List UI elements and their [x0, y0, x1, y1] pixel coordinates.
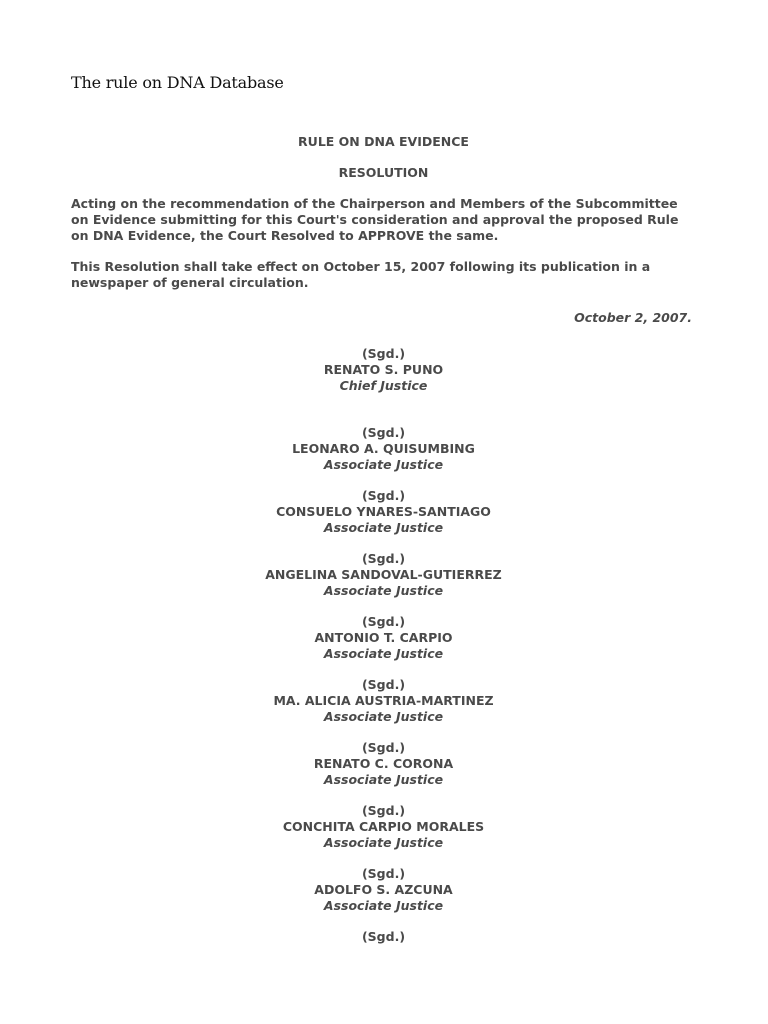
signatory-name: RENATO S. PUNO — [323, 362, 444, 377]
signatory-title: Associate Justice — [323, 835, 444, 850]
signatory-block — [71, 425, 696, 473]
signature-mark: (Sgd.) — [361, 677, 406, 692]
signatory-block — [71, 929, 696, 945]
signatory-name: MA. ALICIA AUSTRIA-MARTINEZ — [273, 693, 494, 708]
resolution-date: October 2, 2007. — [574, 310, 692, 325]
signatory-block — [71, 488, 696, 536]
signatory-block — [71, 803, 696, 851]
signatory-title: Associate Justice — [323, 457, 444, 472]
signatory-block — [71, 740, 696, 788]
signatory-title: Associate Justice — [323, 520, 444, 535]
signature-mark: (Sgd.) — [361, 929, 406, 944]
signatory-title: Chief Justice — [339, 378, 428, 393]
resolution-heading: RESOLUTION — [338, 165, 429, 180]
signatory-name: CONCHITA CARPIO MORALES — [282, 819, 485, 834]
paragraph-effectivity: This Resolution shall take effect on October 15, 2007 following its publication in a newspaper of general circulation. — [71, 259, 651, 290]
signature-mark: (Sgd.) — [361, 425, 406, 440]
signatory-block — [71, 866, 696, 914]
signatory-name: ANTONIO T. CARPIO — [314, 630, 453, 645]
signatory-name: ANGELINA SANDOVAL-GUTIERREZ — [265, 567, 502, 582]
signature-mark: (Sgd.) — [361, 551, 406, 566]
signatory-name: RENATO C. CORONA — [313, 756, 454, 771]
signatory-block — [71, 346, 696, 394]
signatory-title: Associate Justice — [323, 709, 444, 724]
signatory-name: ADOLFO S. AZCUNA — [314, 882, 453, 897]
signature-mark: (Sgd.) — [361, 488, 406, 503]
signature-mark: (Sgd.) — [361, 346, 406, 361]
rule-heading: RULE ON DNA EVIDENCE — [298, 134, 469, 149]
signatory-title: Associate Justice — [323, 583, 444, 598]
page-title: The rule on DNA Database — [71, 73, 284, 92]
signature-mark: (Sgd.) — [361, 803, 406, 818]
signature-mark: (Sgd.) — [361, 740, 406, 755]
signature-mark: (Sgd.) — [361, 866, 406, 881]
signatory-block — [71, 551, 696, 599]
signatory-name: LEONARO A. QUISUMBING — [292, 441, 475, 456]
signatory-block — [71, 614, 696, 662]
signatory-name: CONSUELO YNARES-SANTIAGO — [276, 504, 491, 519]
paragraph-approval: Acting on the recommendation of the Chairperson and Members of the Subcommittee on Evidence submitting for this Court's consideration and approval the proposed Rule on DNA Evidence, the Court Resolved to APPROVE the same. — [71, 196, 679, 243]
signatory-title: Associate Justice — [323, 646, 444, 661]
document-body — [71, 134, 696, 960]
signatory-title: Associate Justice — [323, 898, 444, 913]
signatory-block — [71, 677, 696, 725]
signature-mark: (Sgd.) — [361, 614, 406, 629]
signatory-title: Associate Justice — [323, 772, 444, 787]
